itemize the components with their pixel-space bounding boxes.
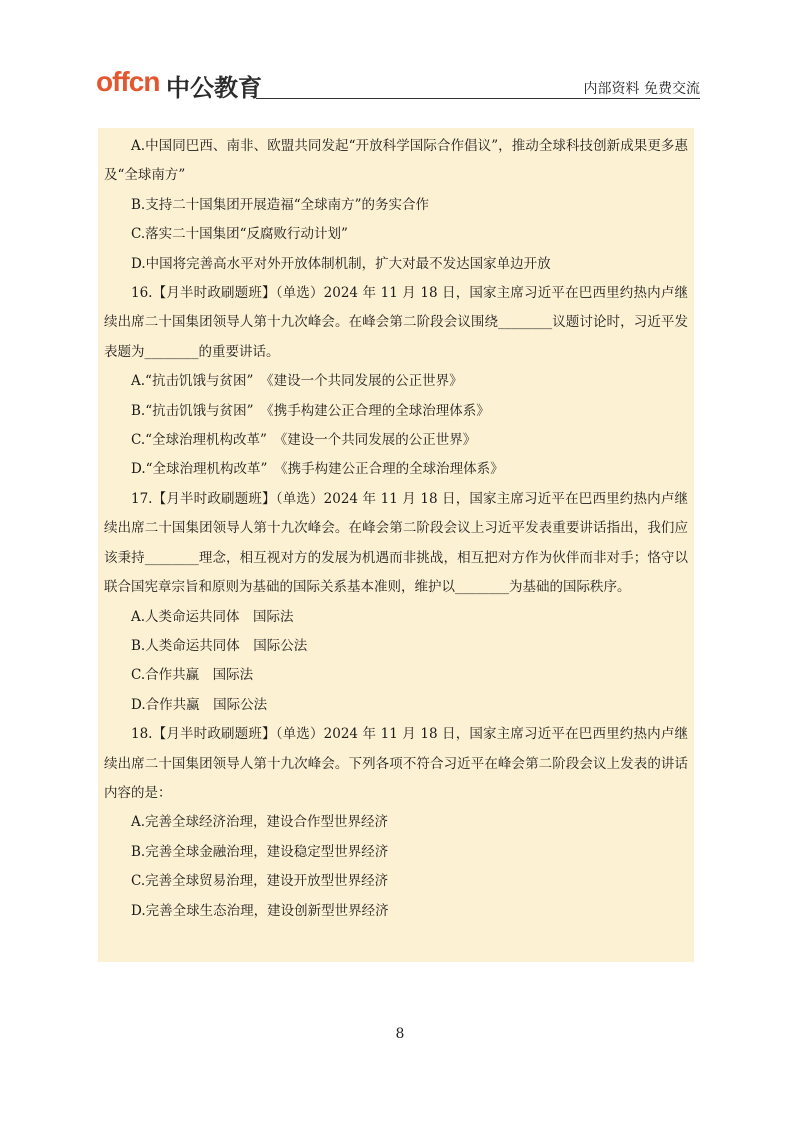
- header-rule: [256, 98, 700, 99]
- q17-option-a: A.人类命运共同体 国际法: [131, 608, 294, 625]
- q18-option-d: D.完善全球生态治理，建设创新型世界经济: [131, 902, 389, 919]
- question-18: 18.【月半时政刷题班】（单选）2024 年 11 月 18 日，国家主席习近平在巴西里约热内卢继续出席二十国集团领导人第十九次峰会。下列各项不符合习近平在峰会第二阶段会议上发表的讲话内容的是：: [104, 726, 688, 801]
- page-number: 8: [395, 1026, 405, 1042]
- question-panel: [98, 128, 694, 962]
- q16-option-d: D.“全球治理机构改革” 《携手构建公正合理的全球治理体系》: [131, 461, 504, 478]
- q17-option-b: B.人类命运共同体 国际公法: [131, 637, 308, 654]
- option-d-prev: D.中国将完善高水平对外开放体制机制，扩大对最不发达国家单边开放: [131, 255, 551, 272]
- header-note: 内部资料 免费交流: [583, 81, 700, 97]
- option-b-prev: B.支持二十国集团开展造福“全球南方”的务实合作: [131, 196, 430, 213]
- q17-option-c: C.合作共赢 国际法: [131, 667, 254, 684]
- q18-option-b: B.完善全球金融治理，建设稳定型世界经济: [131, 843, 389, 860]
- q16-option-b: B.“抗击饥饿与贫困” 《携手构建公正合理的全球治理体系》: [131, 402, 490, 419]
- q17-option-d: D.合作共赢 国际公法: [131, 696, 268, 713]
- q18-option-a: A.完善全球经济治理，建设合作型世界经济: [131, 814, 389, 831]
- question-17: 17.【月半时政刷题班】（单选）2024 年 11 月 18 日，国家主席习近平在巴西里约热内卢继续出席二十国集团领导人第十九次峰会。在峰会第二阶段会议上习近平发表重要讲话指出，我们应该秉持________理念，相互视对方的发展为机遇而非挑战，相互把对方作为伙伴而非对手；恪守以联合国宪章宗旨和原则为基础的国际关系基本准则，维护以________为基础的国际秩序。: [104, 490, 688, 596]
- page-header: [96, 60, 700, 100]
- q16-option-c: C.“全球治理机构改革” 《建设一个共同发展的公正世界》: [131, 432, 477, 449]
- offcn-logo: offcn: [96, 66, 160, 97]
- option-c-prev: C.落实二十国集团“反腐败行动计划”: [131, 226, 348, 243]
- question-16: 16.【月半时政刷题班】（单选）2024 年 11 月 18 日，国家主席习近平在巴西里约热内卢继续出席二十国集团领导人第十九次峰会。在峰会第二阶段会议围绕________议题讨论时，习近平发表题为________的重要讲话。: [104, 285, 688, 360]
- option-a-prev: A.中国同巴西、南非、欧盟共同发起“开放科学国际合作倡议”，推动全球科技创新成果更多惠及“全球南方”: [104, 138, 688, 184]
- q16-option-a: A.“抗击饥饿与贫困” 《建设一个共同发展的公正世界》: [131, 373, 463, 390]
- brand-name: 中公教育: [166, 74, 262, 102]
- q18-option-c: C.完善全球贸易治理，建设开放型世界经济: [131, 873, 389, 890]
